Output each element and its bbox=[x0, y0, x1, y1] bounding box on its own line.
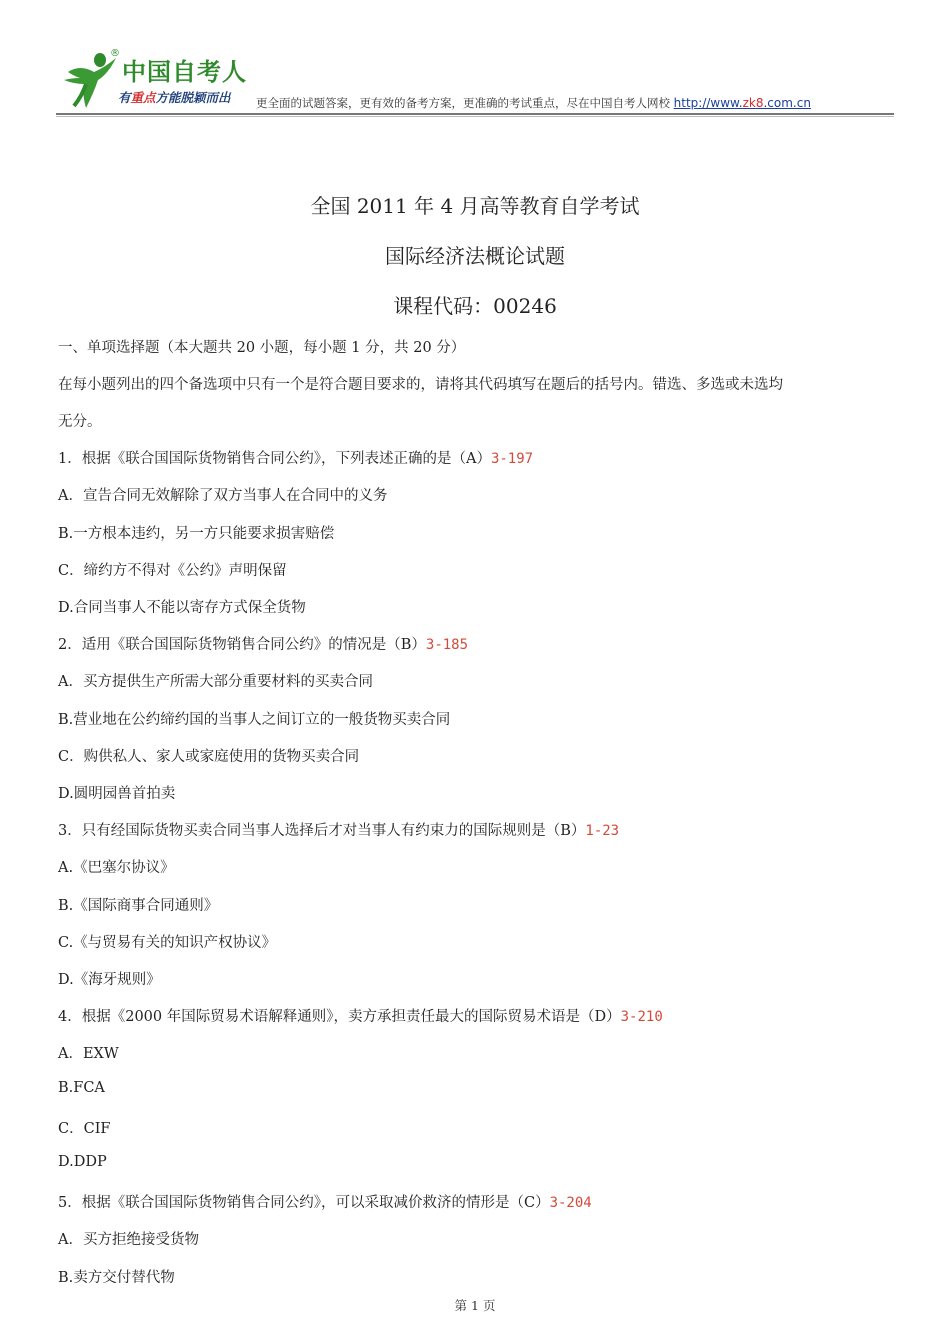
option: A．宣告合同无效解除了双方当事人在合同中的义务 bbox=[58, 488, 388, 504]
option: A.《巴塞尔协议》 bbox=[58, 860, 175, 876]
course-code: 课程代码：00246 bbox=[393, 294, 557, 318]
section-heading: 一、单项选择题（本大题共 20 小题，每小题 1 分，共 20 分） bbox=[58, 340, 466, 356]
option: A．买方拒绝接受货物 bbox=[58, 1232, 199, 1248]
page-reference: 3-185 bbox=[425, 637, 469, 653]
page-reference: 1-23 bbox=[585, 823, 620, 839]
option: C．购供私人、家人或家庭使用的货物买卖合同 bbox=[58, 749, 360, 765]
section-instruction: 在每小题列出的四个备选项中只有一个是符合题目要求的，请将其代码填写在题后的括号内。错选、多选或未选均 bbox=[58, 377, 783, 393]
question-stem: 1．根据《联合国国际货物销售合同公约》，下列表述正确的是（A）3-197 bbox=[58, 451, 534, 467]
option: B.一方根本违约，另一方只能要求损害赔偿 bbox=[58, 526, 335, 542]
exam-title: 全国 2011 年 4 月高等教育自学考试 bbox=[310, 194, 640, 218]
site-header bbox=[56, 46, 896, 116]
option: C．CIF bbox=[58, 1121, 111, 1137]
subject-title: 国际经济法概论试题 bbox=[385, 244, 565, 268]
logo-slogan: 有重点方能脱颖而出 bbox=[118, 90, 231, 105]
runner-logo-icon bbox=[60, 50, 120, 112]
registered-mark: ® bbox=[110, 48, 120, 59]
option: D.合同当事人不能以寄存方式保全货物 bbox=[58, 600, 306, 616]
option: C．缔约方不得对《公约》声明保留 bbox=[58, 563, 287, 579]
option: B.营业地在公约缔约国的当事人之间订立的一般货物买卖合同 bbox=[58, 712, 451, 728]
website-link[interactable]: http://www.zk8.com.cn bbox=[673, 96, 811, 110]
logo-title: 中国自考人 bbox=[122, 58, 247, 86]
option: C.《与贸易有关的知识产权协议》 bbox=[58, 935, 277, 951]
question-stem: 4．根据《2000 年国际贸易术语解释通则》，卖方承担责任最大的国际贸易术语是（D）3-210 bbox=[58, 1009, 663, 1025]
option: B.FCA bbox=[58, 1080, 105, 1096]
option: A．买方提供生产所需大部分重要材料的买卖合同 bbox=[58, 674, 373, 690]
page-reference: 3-210 bbox=[620, 1009, 663, 1025]
question-stem: 2．适用《联合国国际货物销售合同公约》的情况是（B）3-185 bbox=[58, 637, 469, 653]
header-divider-thin bbox=[56, 116, 894, 117]
option: B.卖方交付替代物 bbox=[58, 1270, 175, 1286]
option: D.圆明园兽首拍卖 bbox=[58, 786, 176, 802]
option: B.《国际商事合同通则》 bbox=[58, 898, 219, 914]
header-divider bbox=[56, 113, 894, 115]
page-reference: 3-197 bbox=[490, 451, 534, 467]
page-reference: 3-204 bbox=[549, 1195, 592, 1211]
page-number: 第 1 页 bbox=[454, 1298, 496, 1313]
header-tagline: 更全面的试题答案，更有效的备考方案，更准确的考试重点，尽在中国自考人网校 http://www.zk8.com.cn bbox=[256, 96, 811, 110]
section-instruction-cont: 无分。 bbox=[58, 414, 102, 430]
option: D.《海牙规则》 bbox=[58, 972, 161, 988]
question-stem: 5．根据《联合国国际货物销售合同公约》，可以采取减价救济的情形是（C）3-204 bbox=[58, 1195, 592, 1211]
option: D.DDP bbox=[58, 1154, 107, 1170]
question-stem: 3．只有经国际货物买卖合同当事人选择后才对当事人有约束力的国际规则是（B）1-23 bbox=[58, 823, 620, 839]
option: A．EXW bbox=[58, 1046, 119, 1062]
